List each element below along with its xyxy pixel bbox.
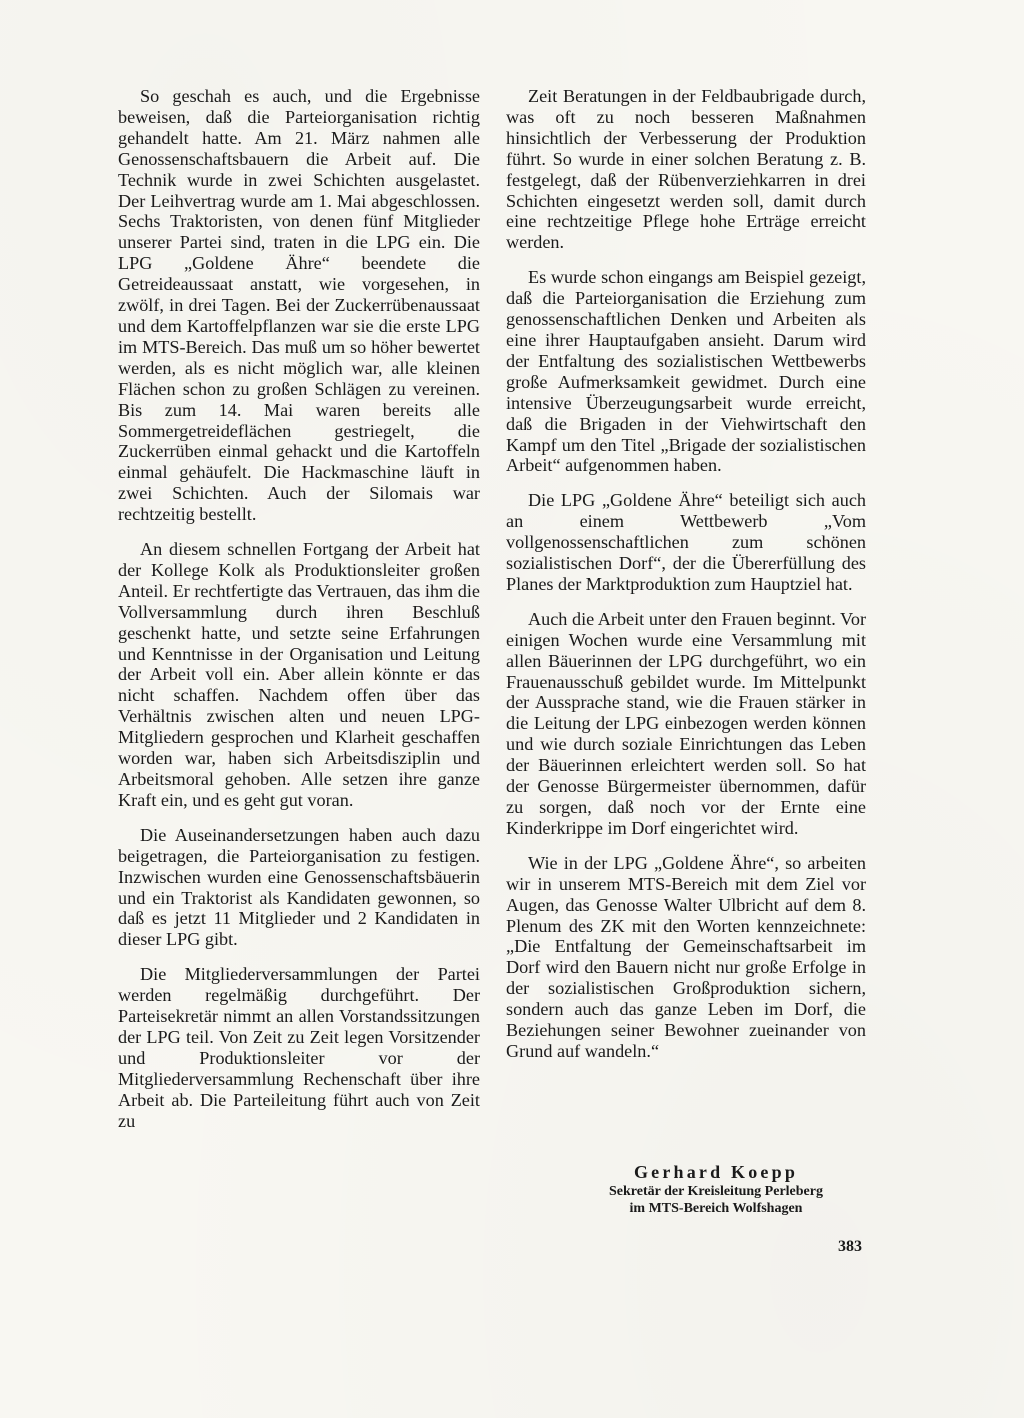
page-number: 383 — [838, 1238, 862, 1255]
paragraph: Die Mitgliederversammlungen der Partei werden regelmäßig durchgeführt. Der Parteisekretär nimmt an allen Vorstandssitzungen der LPG teil. Von Zeit zu Zeit legen Vorsitzender und Produktionsleiter vor der Mitgliederversammlung Rechenschaft über ihre Arbeit ab. Die Parteileitung führt auch von Zeit zu — [118, 964, 480, 1131]
paragraph: Auch die Arbeit unter den Frauen beginnt. Vor einigen Wochen wurde eine Versammlung mit allen Bäuerinnen der LPG durchgeführt, wo ein Frauenausschuß gebildet wurde. Im Mittelpunkt der Aussprache stand, wie die Frauen stärker in die Leitung der LPG einbezogen werden können und wie durch soziale Einrichtungen das Leben der Bäuerinnen erleichtert werden soll. So hat der Genosse Bürgermeister übernommen, dafür zu sorgen, daß noch vor der Ernte eine Kinderkrippe im Dorf eingerichtet wird. — [506, 608, 866, 838]
author-signature-block — [566, 1161, 866, 1217]
paragraph: Die Auseinandersetzungen haben auch dazu beigetragen, die Parteiorganisation zu festigen. Inzwischen wurden eine Genossenschaftsbäuerin und ein Traktorist als Kandidaten gewonnen, so daß es jetzt 11 Mitglieder und 2 Kandidaten in dieser LPG gibt. — [118, 824, 480, 950]
paragraph: Wie in der LPG „Goldene Ähre“, so arbeiten wir in unserem MTS-Bereich mit dem Ziel vor Augen, das Genosse Walter Ulbricht auf dem 8. Plenum des ZK mit den Worten kennzeichnete: „Die Entfaltung der Gemeinschaftsarbeit im Dorf wird den Bauern nicht nur große Erfolge in der sozialistischen Großproduktion sichern, sondern auch das ganze Leben im Dorf, die Beziehungen seiner Bewohner zueinander von Grund auf wandeln.“ — [506, 852, 866, 1061]
author-role: Sekretär der Kreisleitung Perleberg — [609, 1184, 823, 1199]
right-text-column — [506, 86, 866, 1062]
left-text-column — [118, 86, 480, 1132]
paragraph: Die LPG „Goldene Ähre“ beteiligt sich auch an einem Wettbewerb „Vom vollgenossenschaftlichen zum schönen sozialistischen Dorf“, der die Übererfüllung des Planes der Marktproduktion zum Hauptziel hat. — [506, 490, 866, 594]
paragraph: Es wurde schon eingangs am Beispiel gezeigt, daß die Parteiorganisation die Erziehung zum genossenschaftlichen Denken und Arbeiten als eine ihrer Hauptaufgaben ansieht. Darum wird der Entfaltung des sozialistischen Wettbewerbs große Aufmerksamkeit gewidmet. Durch eine intensive Überzeugungsarbeit wurde erreicht, daß die Brigaden in der Viehwirtschaft den Kampf um den Titel „Brigade der sozialistischen Arbeit“ aufgenommen haben. — [506, 267, 866, 476]
author-location: im MTS-Bereich Wolfshagen — [629, 1201, 803, 1216]
paragraph: So geschah es auch, und die Ergebnisse beweisen, daß die Parteiorganisation richtig gehandelt hatte. Am 21. März nahmen alle Genossenschaftsbauern die Arbeit auf. Die Technik wurde in zwei Schichten ausgelastet. Der Leihvertrag wurde am 1. Mai abgeschlossen. Sechs Traktoristen, von denen fünf Mitglieder unserer Partei sind, traten in die LPG ein. Die LPG „Goldene Ähre“ beendete die Getreideaussaat anstatt, wie vorgesehen, in zwölf, in drei Tagen. Bei der Zuckerrübenaussaat und dem Kartoffelpflanzen war sie die erste LPG im MTS-Bereich. Das muß um so höher bewertet werden, als es nicht möglich war, alle kleinen Flächen schon zu großen Schlägen zu vereinen. Bis zum 14. Mai waren bereits alle Sommergetreideflächen gestriegelt, die Zuckerrüben einmal gehackt und die Kartoffeln einmal gehäufelt. Die Hackmaschine läuft in zwei Schichten. Auch der Silomais war rechtzeitig bestellt. — [118, 86, 480, 525]
paragraph: An diesem schnellen Fortgang der Arbeit hat der Kollege Kolk als Produktionsleiter großen Anteil. Er rechtfertigte das Vertrauen, das ihm die Vollversammlung durch ihren Beschluß geschenkt hatte, und setzte seine Erfahrungen und Kenntnisse in der Organisation und Leitung der Arbeit voll ein. Aber allein könnte er das nicht schaffen. Nachdem offen über das Verhältnis zwischen alten und neuen LPG-Mitgliedern gesprochen und Klarheit geschaffen worden war, haben sich Arbeitsdisziplin und Arbeitsmoral gehoben. Alle setzen ihre ganze Kraft ein, und es geht gut voran. — [118, 539, 480, 810]
paragraph: Zeit Beratungen in der Feldbaubrigade durch, was oft zu noch besseren Maßnahmen hinsichtlich der Verbesserung der Produktion führt. So wurde in einer solchen Beratung z. B. festgelegt, daß der Rübenverziehkarren in drei Schichten eingesetzt werden soll, damit durch eine rechtzeitige Pflege hohe Erträge erreicht werden. — [506, 86, 866, 253]
author-name: Gerhard Koepp — [633, 1162, 799, 1182]
